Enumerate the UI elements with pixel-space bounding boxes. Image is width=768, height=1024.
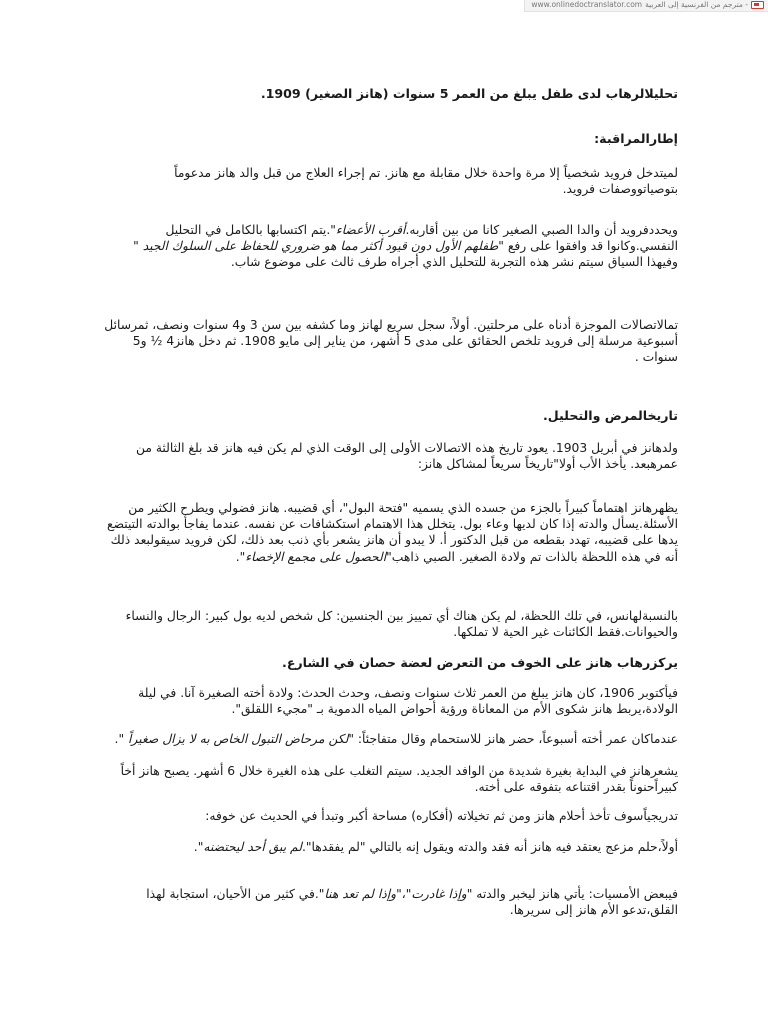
p12-text-c: ".في كثير من الأحيان، استجابة لهذا القلق،تدعو الأم هانز إلى سريرها. xyxy=(146,887,678,918)
p12-text-b: "،" xyxy=(396,887,412,901)
p5-emphasis: الحصول على مجمع الإخصاء xyxy=(245,549,387,564)
paragraph-7: فيأكتوبر 1906، كان هانز يبلغ من العمر ثلاث سنوات ونصف، وحدث الحدث: ولادة أخته الصغيرة آنا. في ليلة الولادة،يربط هانز شكوى الأم من المعاناة ورؤية أحواض المياه الدموية بـ "مجيء اللقلق". xyxy=(138,686,678,717)
p11-text-a: أولاً،حلم مزعج يعتقد فيه هانز أنه فقد والدته ويقول إنه بالتالي "لم يفقدها". xyxy=(301,840,678,854)
heading-history: تاريخالمرض والتحليل. xyxy=(543,408,678,423)
p2-emphasis-1: أقرب الأعضاء xyxy=(335,223,406,237)
paragraph-12 xyxy=(100,886,678,918)
p5-text-a: يظهرهانز اهتماماً كبيراً بالجزء من جسده الذي يسميه "فتحة البول"، أي قضيبه. هانز فضولي ويطرح الكثير من الأسئلة.يسأل والدته إذا كان لديها وعاء بول. يتخلل هذا الاهتمام استكشافات عن نفسه. عندما يفاجأ بوالدته التيتضع يدها على قضيبه، تهدد بقطعه من قبل الدكتور أ. لا يبدو أن هانز يشعر بأي ذنب بعد ذلك، لكن فرويد سيقولبعد ذلك أنه في هذه اللحظة بالذات تم ولادة الصغير. الصبي ذاهب" xyxy=(107,501,678,564)
translator-label: مترجم من الفرنسية إلى العربية - xyxy=(645,0,748,9)
paragraph-1: لميتدخل فرويد شخصياً إلا مرة واحدة خلال مقابلة مع هانز. تم إجراء العلاج من قبل والد هانز مدعوماً بتوصياتووصفات فرويد. xyxy=(174,166,678,197)
p8-emphasis: لكن مرحاض التبول الخاص به لا يزال صغيراً xyxy=(128,732,349,746)
paragraph-6: بالنسبةلهانس، في تلك اللحظة، لم يكن هناك أي تمييز بين الجنسين: كل شخص لديه بول كبير: الرجال والنساء والحيوانات.فقط الكائنات غير الحية لا تملكها. xyxy=(125,609,678,640)
paragraph-4: ولدهانز في أبريل 1903. يعود تاريخ هذه الاتصالات الأولى إلى الوقت الذي لم يكن فيه هانز قد بلغ الثالثة من عمرهبعد. يأخذ الأب أولا"تاريخاً سريعاً لمشاكل هانز: xyxy=(135,441,678,472)
p12-emphasis-2: وإذا لم تعد هنا xyxy=(324,887,397,901)
translator-banner xyxy=(0,0,768,11)
paragraph-9: يشعرهانز في البداية بغيرة شديدة من الوافد الجديد. سيتم التغلب على هذه الغيرة خلال 6 أشهر. يصبح هانز أخاً كبيراًحنوناً بقدر اقتناعه بتفوقه على أخته. xyxy=(120,764,678,795)
paragraph-2 xyxy=(100,222,678,271)
p2-text-a: ويحددفرويد أن والدا الصبي الصغير كانا من بين أقاربه. xyxy=(405,223,678,237)
heading-framework: إطارالمراقبة: xyxy=(594,131,678,146)
p12-emphasis-1: وإذا غادرت xyxy=(411,887,467,901)
p2-text-b: ".يتم اكتسابها بالكامل في التحليل النفسي.وكانوا قد وافقوا على رفع " xyxy=(165,223,678,254)
p5-text-b: ". xyxy=(235,549,246,564)
paragraph-8 xyxy=(100,731,678,747)
p8-text-a: عندماكان عمر أخته أسبوعاً، حضر هانز للاستحمام وقال متفاجئاً: " xyxy=(348,732,678,746)
heading-fear: يركزرهاب هانز على الخوف من التعرض لعضة حصان في الشارع. xyxy=(282,655,678,670)
p12-text-a: فيبعض الأمسيات: يأتي هانز ليخبر والدته " xyxy=(466,887,678,901)
paragraph-11 xyxy=(100,839,678,855)
translator-logo-icon xyxy=(751,1,764,9)
p11-emphasis: لم يبق أحد ليحتضنه xyxy=(203,840,302,854)
paragraph-10: تدريجياًسوف تأخذ أحلام هانز ومن ثم تخيلاته (أفكاره) مساحة أكبر وتبدأ في الحديث عن خوفه: xyxy=(205,809,678,823)
translator-domain[interactable]: www.onlinedoctranslator.com xyxy=(531,0,643,9)
p11-text-b: ". xyxy=(193,840,204,854)
p2-text-c: " وفيهذا السياق سيتم نشر هذه التجربة للتحليل الذي أجراه طرف ثالث على موضوع شاب. xyxy=(133,239,678,270)
translator-banner-inner[interactable] xyxy=(524,0,768,12)
document-title: تحليلالرهاب لدى طفل يبلغ من العمر 5 سنوات (هانز الصغير) 1909. xyxy=(260,86,678,101)
p2-emphasis-2: طفلهم الأول دون قيود أكثر مما هو ضروري للحفاظ على السلوك الجيد xyxy=(142,239,499,254)
paragraph-3: تمالاتصالات الموجزة أدناه على مرحلتين. أولاً، سجل سريع لهانز وما كشفه بين سن 3 و4 سنوات ونصف، ثمرسائل أسبوعية مرسلة إلى فرويد تلخص الحقائق على مدى 5 أشهر، من يناير إلى مايو 1908. ثم دخل هانز4 ½ و5 سنوات . xyxy=(104,318,678,365)
p8-text-b: ". xyxy=(114,732,129,746)
paragraph-5 xyxy=(100,500,678,565)
